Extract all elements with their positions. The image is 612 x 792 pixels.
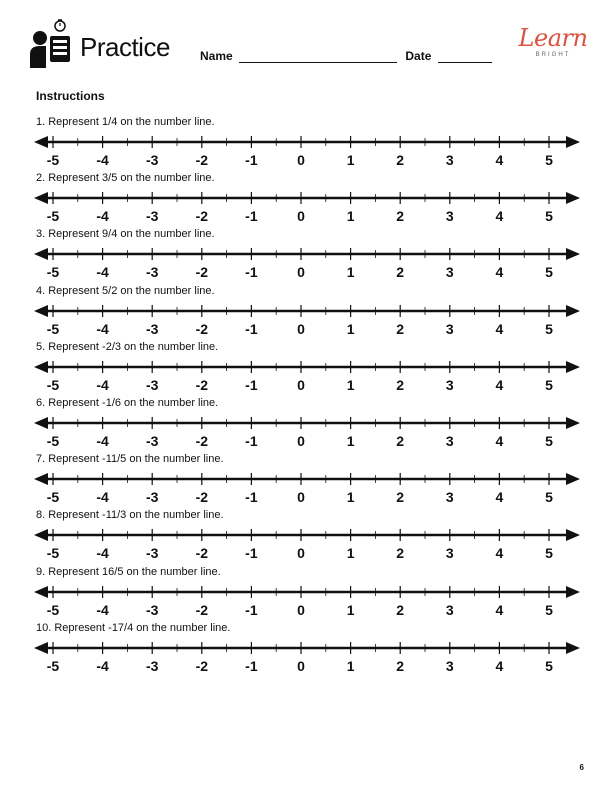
number-line-label: 3 (445, 489, 454, 506)
number-line-label: -5 (46, 376, 60, 393)
number-line-label: 5 (545, 320, 553, 337)
right-arrow-icon (566, 248, 580, 260)
number-line-label: -1 (245, 657, 258, 674)
problem-item (0, 285, 612, 341)
number-line-label: 5 (545, 601, 553, 618)
date-field[interactable] (438, 50, 492, 63)
number-line-label: 4 (495, 601, 504, 618)
number-line-label: 2 (396, 152, 405, 168)
number-line-label: -4 (96, 601, 109, 618)
left-arrow-icon (34, 529, 48, 541)
name-label: Name (200, 49, 233, 63)
number-line-label: 1 (346, 489, 355, 506)
number-line-label: 2 (396, 376, 405, 393)
name-date-fields (200, 49, 492, 63)
number-line-label: -5 (46, 320, 60, 337)
right-arrow-icon (566, 642, 580, 654)
number-line-label: 2 (396, 264, 405, 281)
left-arrow-icon (34, 192, 48, 204)
right-arrow-icon (566, 473, 580, 485)
number-line-label: 4 (495, 376, 504, 393)
number-line-label: 2 (396, 489, 405, 506)
number-line-label: 0 (297, 601, 305, 618)
number-line-label: -3 (145, 657, 159, 674)
number-line-label: -2 (195, 320, 209, 337)
number-line-label: -3 (145, 320, 159, 337)
number-line-label: -4 (96, 152, 109, 168)
number-line-label: 5 (545, 433, 553, 449)
number-line-label: 4 (495, 489, 504, 506)
number-line-label: -3 (145, 601, 159, 618)
number-line-label: -3 (145, 545, 159, 562)
page-header (0, 0, 612, 80)
number-line-label: 4 (495, 657, 504, 674)
number-line-label: 2 (396, 657, 405, 674)
number-line-label: 2 (396, 208, 405, 225)
learn-bright-logo (518, 26, 588, 58)
date-label: Date (405, 49, 432, 63)
number-line-label: 1 (346, 657, 355, 674)
number-line-label: 3 (445, 657, 454, 674)
left-arrow-icon (34, 305, 48, 317)
number-line-label: 3 (445, 376, 454, 393)
left-arrow-icon (34, 361, 48, 373)
logo-subtitle: BRIGHT (535, 52, 571, 58)
number-line-label: -1 (245, 601, 258, 618)
number-line-label: 0 (297, 376, 305, 393)
number-line-label: 0 (297, 152, 305, 168)
problem-item (0, 116, 612, 172)
right-arrow-icon (566, 136, 580, 148)
number-line-label: 1 (346, 545, 355, 562)
number-line-label: 3 (445, 545, 454, 562)
number-line-label: 1 (346, 208, 355, 225)
number-line-label: 1 (346, 320, 355, 337)
number-line-label: -3 (145, 208, 159, 225)
number-line-label: -3 (145, 264, 159, 281)
problem-text: 7. Represent -11/5 on the number line. (36, 453, 224, 466)
number-line-label: -2 (195, 601, 209, 618)
page-title: Practice (80, 32, 170, 62)
number-line-label: -3 (145, 152, 159, 168)
number-line-label: 3 (445, 264, 454, 281)
problem-text: 6. Represent -1/6 on the number line. (36, 397, 219, 409)
number-line-label: -1 (245, 489, 258, 506)
number-line-label: 0 (297, 545, 305, 562)
right-arrow-icon (566, 192, 580, 204)
problem-text: 10. Represent -17/4 on the number line. (36, 621, 231, 634)
left-arrow-icon (34, 417, 48, 429)
problem-text: 2. Represent 3/5 on the number line. (36, 172, 215, 185)
number-line-label: 4 (495, 264, 504, 281)
number-line-label: -1 (245, 264, 258, 281)
problem-text: 3. Represent 9/4 on the number line. (36, 228, 215, 241)
number-line-label: 1 (346, 376, 355, 393)
page-number: 6 (579, 763, 584, 772)
name-field[interactable] (239, 50, 397, 63)
number-line-label: 3 (445, 208, 454, 225)
number-line-label: -1 (245, 545, 258, 562)
number-line-label: -4 (96, 208, 109, 225)
number-line-label: -1 (245, 208, 258, 225)
number-line-label: 2 (396, 320, 405, 337)
logo-wordmark: Learn (518, 24, 588, 52)
problem-item (0, 172, 612, 228)
number-line-label: -3 (145, 433, 159, 449)
right-arrow-icon (566, 305, 580, 317)
number-line-label: -1 (245, 320, 258, 337)
number-line-label: -4 (96, 545, 109, 562)
number-line-label: -2 (195, 489, 209, 506)
instructions-heading: Instructions (36, 89, 105, 103)
number-line-label: 4 (495, 320, 504, 337)
number-line-label: 5 (545, 264, 553, 281)
problem-text: 8. Represent -11/3 on the number line. (36, 509, 224, 522)
number-line-label: -2 (195, 545, 209, 562)
number-line-label: -4 (96, 320, 109, 337)
number-line-label: 5 (545, 208, 553, 225)
problem-item (0, 397, 612, 453)
number-line-label: 1 (346, 152, 355, 168)
problem-item (0, 341, 612, 397)
number-line-label: 5 (545, 545, 553, 562)
problem-text: 4. Represent 5/2 on the number line. (36, 284, 215, 297)
number-line-label: 0 (297, 264, 305, 281)
number-line-label: 0 (297, 208, 305, 225)
number-line-label: 3 (445, 152, 454, 168)
number-line-label: -1 (245, 433, 258, 449)
number-line-label: -3 (145, 376, 159, 393)
right-arrow-icon (566, 417, 580, 429)
left-arrow-icon (34, 248, 48, 260)
number-line-label: -4 (96, 657, 109, 674)
number-line-label: 4 (495, 433, 504, 449)
number-line-label: 5 (545, 152, 553, 168)
problem-text: 1. Represent 1/4 on the number line. (36, 116, 215, 128)
number-line-label: -4 (96, 376, 109, 393)
number-line-label: 1 (346, 433, 355, 449)
problem-text: 9. Represent 16/5 on the number line. (36, 565, 221, 578)
number-line-label: -5 (46, 545, 60, 562)
number-line-label: -5 (46, 489, 60, 506)
number-line-label: 0 (297, 433, 305, 449)
number-line-label: 0 (297, 657, 305, 674)
number-line-label: 3 (445, 601, 454, 618)
number-line-label: -5 (46, 208, 60, 225)
number-line-label: -5 (46, 152, 60, 168)
number-line-label: -2 (195, 657, 209, 674)
number-line-label: 0 (297, 320, 305, 337)
number-line-label: -2 (195, 264, 209, 281)
number-line-label: -3 (145, 489, 159, 506)
number-line-label: 2 (396, 433, 405, 449)
number-line-label: -4 (96, 264, 109, 281)
number-line-label: 1 (346, 264, 355, 281)
number-line-label: 5 (545, 376, 553, 393)
problem-item (0, 509, 612, 565)
number-line-label: 5 (545, 489, 553, 506)
number-line-label: -1 (245, 376, 258, 393)
problem-text: 5. Represent -2/3 on the number line. (36, 340, 219, 353)
right-arrow-icon (566, 529, 580, 541)
left-arrow-icon (34, 586, 48, 598)
left-arrow-icon (34, 642, 48, 654)
number-line-label: -5 (46, 657, 60, 674)
student-worksheet-icon (30, 18, 74, 68)
problem-item (0, 228, 612, 284)
number-line-label: -2 (195, 376, 209, 393)
number-line-label: -2 (195, 208, 209, 225)
right-arrow-icon (566, 361, 580, 373)
number-line-label: 0 (297, 489, 305, 506)
problem-item (0, 453, 612, 509)
number-line-label: 4 (495, 208, 504, 225)
right-arrow-icon (566, 586, 580, 598)
problem-item (0, 566, 612, 622)
number-line-label: 4 (495, 545, 504, 562)
number-line-label: 5 (545, 657, 553, 674)
number-line-label: -5 (46, 264, 60, 281)
number-line-label: -4 (96, 433, 109, 449)
number-line-label: 3 (445, 320, 454, 337)
problem-item (0, 622, 612, 678)
left-arrow-icon (34, 473, 48, 485)
left-arrow-icon (34, 136, 48, 148)
number-line-label: -5 (46, 433, 60, 449)
number-line-label: -2 (195, 433, 209, 449)
number-line-label: 2 (396, 545, 405, 562)
number-line-label: -4 (96, 489, 109, 506)
number-line-label: 4 (495, 152, 504, 168)
number-line-label: -2 (195, 152, 209, 168)
number-line-label: -1 (245, 152, 258, 168)
number-line-label: 2 (396, 601, 405, 618)
number-line-label: 1 (346, 601, 355, 618)
number-line-label: 3 (445, 433, 454, 449)
number-line-label: -5 (46, 601, 60, 618)
